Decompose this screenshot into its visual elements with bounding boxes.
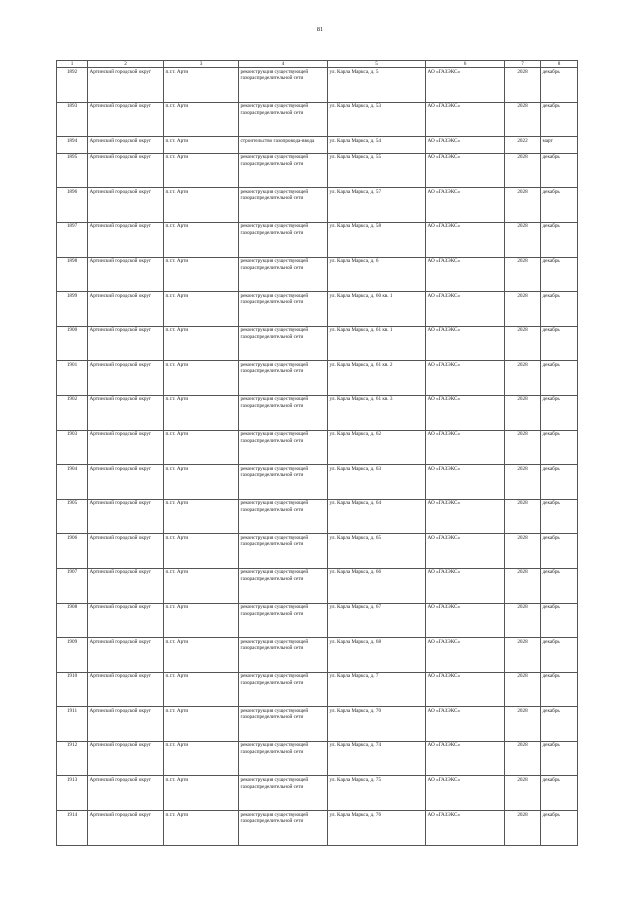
gas-network-registry-table: [56, 60, 578, 846]
settlement-cell: п.г.т. Арти: [164, 102, 239, 137]
organization-cell: АО «ГАЗЭКС»: [426, 776, 505, 811]
row-number-cell: 1905: [57, 499, 88, 534]
address-cell: ул. Карла Маркса, д. 61 кв. 1: [328, 326, 426, 361]
district-cell: Артинский городской округ: [88, 188, 164, 223]
month-cell: декабрь: [541, 707, 578, 742]
row-number-cell: 1901: [57, 361, 88, 396]
settlement-cell: п.г.т. Арти: [164, 776, 239, 811]
table-row: [57, 603, 578, 638]
address-cell: ул. Карла Маркса, д. 61 кв. 3: [328, 395, 426, 430]
work-type-cell: реконструкция существующей газораспределительной сети: [239, 102, 328, 137]
organization-cell: АО «ГАЗЭКС»: [426, 707, 505, 742]
address-cell: ул. Карла Маркса, д. 55: [328, 153, 426, 188]
work-type-cell: реконструкция существующей газораспределительной сети: [239, 811, 328, 846]
address-cell: ул. Карла Маркса, д. 5: [328, 68, 426, 103]
column-number: 5: [328, 61, 426, 68]
organization-cell: АО «ГАЗЭКС»: [426, 638, 505, 673]
work-type-cell: реконструкция существующей газораспределительной сети: [239, 153, 328, 188]
organization-cell: АО «ГАЗЭКС»: [426, 257, 505, 292]
settlement-cell: п.г.т. Арти: [164, 153, 239, 188]
work-type-cell: реконструкция существующей газораспределительной сети: [239, 188, 328, 223]
district-cell: Артинский городской округ: [88, 499, 164, 534]
month-cell: март: [541, 137, 578, 154]
organization-cell: АО «ГАЗЭКС»: [426, 326, 505, 361]
address-cell: ул. Карла Маркса, д. 57: [328, 188, 426, 223]
row-number-cell: 1894: [57, 137, 88, 154]
work-type-cell: реконструкция существующей газораспределительной сети: [239, 326, 328, 361]
table-row: [57, 707, 578, 742]
column-number-row: [57, 61, 578, 68]
organization-cell: АО «ГАЗЭКС»: [426, 534, 505, 569]
year-cell: 2028: [505, 568, 541, 603]
address-cell: ул. Карла Маркса, д. 76: [328, 811, 426, 846]
district-cell: Артинский городской округ: [88, 102, 164, 137]
table-row: [57, 672, 578, 707]
table-row: [57, 395, 578, 430]
address-cell: ул. Карла Маркса, д. 58: [328, 222, 426, 257]
work-type-cell: реконструкция существующей газораспределительной сети: [239, 568, 328, 603]
row-number-cell: 1896: [57, 188, 88, 223]
table-row: [57, 741, 578, 776]
organization-cell: АО «ГАЗЭКС»: [426, 499, 505, 534]
address-cell: ул. Карла Маркса, д. 61 кв. 2: [328, 361, 426, 396]
settlement-cell: п.г.т. Арти: [164, 672, 239, 707]
row-number-cell: 1897: [57, 222, 88, 257]
organization-cell: АО «ГАЗЭКС»: [426, 188, 505, 223]
work-type-cell: реконструкция существующей газораспределительной сети: [239, 222, 328, 257]
row-number-cell: 1911: [57, 707, 88, 742]
work-type-cell: реконструкция существующей газораспределительной сети: [239, 292, 328, 327]
table-row: [57, 638, 578, 673]
address-cell: ул. Карла Маркса, д. 6: [328, 257, 426, 292]
month-cell: декабрь: [541, 430, 578, 465]
month-cell: декабрь: [541, 811, 578, 846]
settlement-cell: п.г.т. Арти: [164, 603, 239, 638]
settlement-cell: п.г.т. Арти: [164, 430, 239, 465]
address-cell: ул. Карла Маркса, д. 65: [328, 534, 426, 569]
page-number: 81: [316, 26, 324, 33]
district-cell: Артинский городской округ: [88, 638, 164, 673]
column-number: 3: [164, 61, 239, 68]
work-type-cell: реконструкция существующей газораспределительной сети: [239, 638, 328, 673]
organization-cell: АО «ГАЗЭКС»: [426, 465, 505, 500]
month-cell: декабрь: [541, 741, 578, 776]
district-cell: Артинский городской округ: [88, 395, 164, 430]
organization-cell: АО «ГАЗЭКС»: [426, 137, 505, 154]
year-cell: 2028: [505, 153, 541, 188]
table-row: [57, 222, 578, 257]
work-type-cell: реконструкция существующей газораспределительной сети: [239, 361, 328, 396]
address-cell: ул. Карла Маркса, д. 54: [328, 137, 426, 154]
address-cell: ул. Карла Маркса, д. 75: [328, 776, 426, 811]
work-type-cell: реконструкция существующей газораспределительной сети: [239, 707, 328, 742]
row-number-cell: 1898: [57, 257, 88, 292]
table-row: [57, 68, 578, 103]
organization-cell: АО «ГАЗЭКС»: [426, 603, 505, 638]
table-row: [57, 292, 578, 327]
organization-cell: АО «ГАЗЭКС»: [426, 672, 505, 707]
settlement-cell: п.г.т. Арти: [164, 257, 239, 292]
month-cell: декабрь: [541, 672, 578, 707]
year-cell: 2028: [505, 361, 541, 396]
month-cell: декабрь: [541, 534, 578, 569]
row-number-cell: 1902: [57, 395, 88, 430]
district-cell: Артинский городской округ: [88, 603, 164, 638]
row-number-cell: 1907: [57, 568, 88, 603]
year-cell: 2028: [505, 68, 541, 103]
district-cell: Артинский городской округ: [88, 741, 164, 776]
work-type-cell: реконструкция существующей газораспределительной сети: [239, 534, 328, 569]
district-cell: Артинский городской округ: [88, 707, 164, 742]
year-cell: 2028: [505, 499, 541, 534]
table-row: [57, 568, 578, 603]
table-row: [57, 153, 578, 188]
work-type-cell: реконструкция существующей газораспределительной сети: [239, 465, 328, 500]
month-cell: декабрь: [541, 188, 578, 223]
row-number-cell: 1893: [57, 102, 88, 137]
year-cell: 2028: [505, 188, 541, 223]
organization-cell: АО «ГАЗЭКС»: [426, 361, 505, 396]
organization-cell: АО «ГАЗЭКС»: [426, 395, 505, 430]
year-cell: 2028: [505, 465, 541, 500]
row-number-cell: 1912: [57, 741, 88, 776]
month-cell: декабрь: [541, 395, 578, 430]
row-number-cell: 1900: [57, 326, 88, 361]
address-cell: ул. Карла Маркса, д. 64: [328, 499, 426, 534]
work-type-cell: реконструкция существующей газораспределительной сети: [239, 741, 328, 776]
month-cell: декабрь: [541, 153, 578, 188]
organization-cell: АО «ГАЗЭКС»: [426, 568, 505, 603]
district-cell: Артинский городской округ: [88, 776, 164, 811]
month-cell: декабрь: [541, 603, 578, 638]
organization-cell: АО «ГАЗЭКС»: [426, 430, 505, 465]
district-cell: Артинский городской округ: [88, 465, 164, 500]
year-cell: 2028: [505, 326, 541, 361]
organization-cell: АО «ГАЗЭКС»: [426, 102, 505, 137]
district-cell: Артинский городской округ: [88, 430, 164, 465]
row-number-cell: 1913: [57, 776, 88, 811]
district-cell: Артинский городской округ: [88, 257, 164, 292]
year-cell: 2028: [505, 672, 541, 707]
organization-cell: АО «ГАЗЭКС»: [426, 222, 505, 257]
table-row: [57, 811, 578, 846]
settlement-cell: п.г.т. Арти: [164, 68, 239, 103]
settlement-cell: п.г.т. Арти: [164, 465, 239, 500]
row-number-cell: 1914: [57, 811, 88, 846]
row-number-cell: 1895: [57, 153, 88, 188]
organization-cell: АО «ГАЗЭКС»: [426, 292, 505, 327]
district-cell: Артинский городской округ: [88, 292, 164, 327]
organization-cell: АО «ГАЗЭКС»: [426, 741, 505, 776]
year-cell: 2028: [505, 707, 541, 742]
table-row: [57, 102, 578, 137]
organization-cell: АО «ГАЗЭКС»: [426, 811, 505, 846]
month-cell: декабрь: [541, 257, 578, 292]
settlement-cell: п.г.т. Арти: [164, 292, 239, 327]
month-cell: декабрь: [541, 568, 578, 603]
column-number: 2: [88, 61, 164, 68]
district-cell: Артинский городской округ: [88, 153, 164, 188]
table-row: [57, 499, 578, 534]
table-row: [57, 776, 578, 811]
month-cell: декабрь: [541, 638, 578, 673]
table-row: [57, 534, 578, 569]
work-type-cell: реконструкция существующей газораспределительной сети: [239, 257, 328, 292]
work-type-cell: реконструкция существующей газораспределительной сети: [239, 603, 328, 638]
month-cell: декабрь: [541, 222, 578, 257]
address-cell: ул. Карла Маркса, д. 62: [328, 430, 426, 465]
work-type-cell: реконструкция существующей газораспределительной сети: [239, 430, 328, 465]
settlement-cell: п.г.т. Арти: [164, 361, 239, 396]
settlement-cell: п.г.т. Арти: [164, 534, 239, 569]
row-number-cell: 1904: [57, 465, 88, 500]
row-number-cell: 1908: [57, 603, 88, 638]
work-type-cell: реконструкция существующей газораспределительной сети: [239, 68, 328, 103]
row-number-cell: 1899: [57, 292, 88, 327]
address-cell: ул. Карла Маркса, д. 53: [328, 102, 426, 137]
district-cell: Артинский городской округ: [88, 326, 164, 361]
year-cell: 2028: [505, 811, 541, 846]
settlement-cell: п.г.т. Арти: [164, 395, 239, 430]
month-cell: декабрь: [541, 292, 578, 327]
table-row: [57, 137, 578, 154]
work-type-cell: реконструкция существующей газораспределительной сети: [239, 395, 328, 430]
year-cell: 2028: [505, 222, 541, 257]
settlement-cell: п.г.т. Арти: [164, 326, 239, 361]
row-number-cell: 1903: [57, 430, 88, 465]
column-number: 4: [239, 61, 328, 68]
settlement-cell: п.г.т. Арти: [164, 188, 239, 223]
year-cell: 2028: [505, 257, 541, 292]
settlement-cell: п.г.т. Арти: [164, 638, 239, 673]
settlement-cell: п.г.т. Арти: [164, 811, 239, 846]
district-cell: Артинский городской округ: [88, 68, 164, 103]
district-cell: Артинский городской округ: [88, 137, 164, 154]
column-number: 6: [426, 61, 505, 68]
year-cell: 2028: [505, 430, 541, 465]
district-cell: Артинский городской округ: [88, 811, 164, 846]
month-cell: декабрь: [541, 361, 578, 396]
table-row: [57, 430, 578, 465]
district-cell: Артинский городской округ: [88, 222, 164, 257]
address-cell: ул. Карла Маркса, д. 7: [328, 672, 426, 707]
table-row: [57, 188, 578, 223]
settlement-cell: п.г.т. Арти: [164, 222, 239, 257]
work-type-cell: реконструкция существующей газораспределительной сети: [239, 776, 328, 811]
address-cell: ул. Карла Маркса, д. 74: [328, 741, 426, 776]
district-cell: Артинский городской округ: [88, 568, 164, 603]
settlement-cell: п.г.т. Арти: [164, 707, 239, 742]
year-cell: 2028: [505, 603, 541, 638]
address-cell: ул. Карла Маркса, д. 70: [328, 707, 426, 742]
settlement-cell: п.г.т. Арти: [164, 741, 239, 776]
year-cell: 2028: [505, 102, 541, 137]
settlement-cell: п.г.т. Арти: [164, 568, 239, 603]
column-number: 8: [541, 61, 578, 68]
address-cell: ул. Карла Маркса, д. 60 кв. 1: [328, 292, 426, 327]
column-number: 1: [57, 61, 88, 68]
month-cell: декабрь: [541, 499, 578, 534]
address-cell: ул. Карла Маркса, д. 66: [328, 568, 426, 603]
column-number: 7: [505, 61, 541, 68]
year-cell: 2028: [505, 741, 541, 776]
month-cell: декабрь: [541, 68, 578, 103]
table-row: [57, 361, 578, 396]
month-cell: декабрь: [541, 102, 578, 137]
year-cell: 2028: [505, 776, 541, 811]
settlement-cell: п.г.т. Арти: [164, 499, 239, 534]
organization-cell: АО «ГАЗЭКС»: [426, 68, 505, 103]
row-number-cell: 1910: [57, 672, 88, 707]
work-type-cell: реконструкция существующей газораспределительной сети: [239, 672, 328, 707]
work-type-cell: реконструкция существующей газораспределительной сети: [239, 499, 328, 534]
address-cell: ул. Карла Маркса, д. 63: [328, 465, 426, 500]
settlement-cell: п.г.т. Арти: [164, 137, 239, 154]
row-number-cell: 1906: [57, 534, 88, 569]
work-type-cell: строительство газопровода-ввода: [239, 137, 328, 154]
year-cell: 2028: [505, 534, 541, 569]
year-cell: 2022: [505, 137, 541, 154]
table-row: [57, 257, 578, 292]
organization-cell: АО «ГАЗЭКС»: [426, 153, 505, 188]
row-number-cell: 1892: [57, 68, 88, 103]
address-cell: ул. Карла Маркса, д. 67: [328, 603, 426, 638]
row-number-cell: 1909: [57, 638, 88, 673]
district-cell: Артинский городской округ: [88, 672, 164, 707]
month-cell: декабрь: [541, 776, 578, 811]
year-cell: 2028: [505, 638, 541, 673]
district-cell: Артинский городской округ: [88, 534, 164, 569]
year-cell: 2028: [505, 395, 541, 430]
month-cell: декабрь: [541, 465, 578, 500]
district-cell: Артинский городской округ: [88, 361, 164, 396]
table-row: [57, 465, 578, 500]
year-cell: 2028: [505, 292, 541, 327]
table-row: [57, 326, 578, 361]
month-cell: декабрь: [541, 326, 578, 361]
address-cell: ул. Карла Маркса, д. 68: [328, 638, 426, 673]
